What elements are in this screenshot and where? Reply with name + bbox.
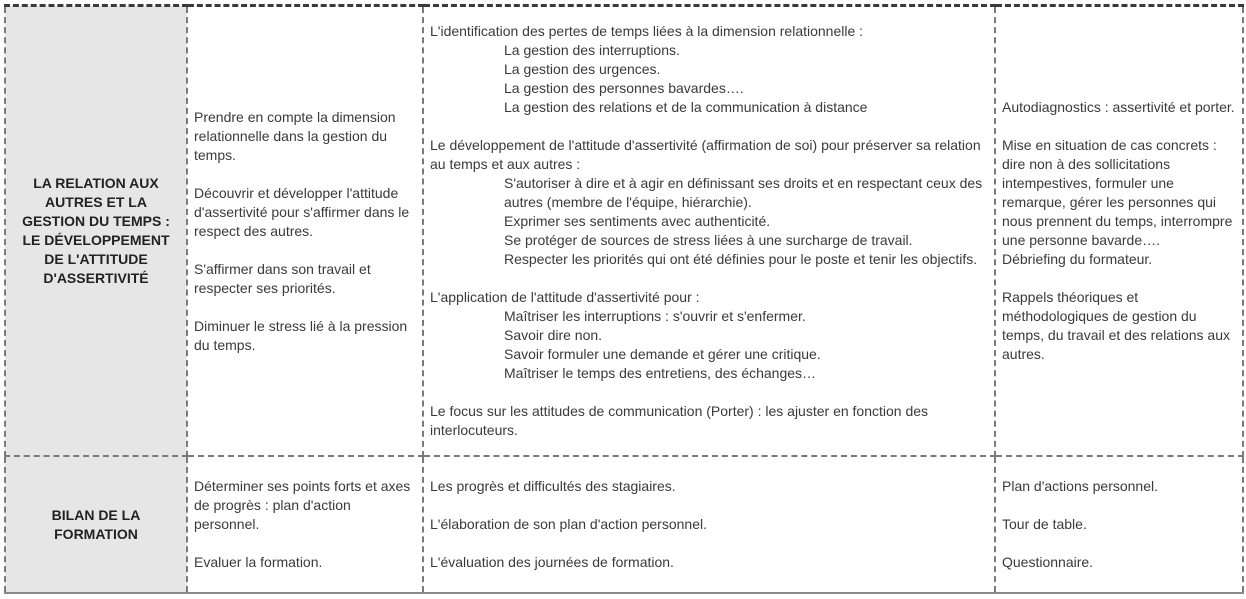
objective-item: Diminuer le stress lié à la pression du temps. <box>194 317 408 353</box>
content-sublist <box>430 307 988 383</box>
content-section <box>430 288 988 383</box>
content-cell <box>423 456 995 593</box>
module-title-cell <box>5 6 187 457</box>
content-sublist <box>430 41 988 117</box>
training-program-table <box>4 4 1244 594</box>
objective-item: Découvrir et développer l'attitude d'assertivité pour s'affirmer dans le respect des autres. <box>194 184 410 239</box>
content-item: L'élaboration de son plan d'action personnel. <box>430 516 707 532</box>
objective-item: Déterminer ses points forts et axes de progrès : plan d'action personnel. <box>194 478 411 532</box>
method-item: Plan d'actions personnel. <box>1002 478 1158 494</box>
content-subitem: S'autoriser à dire et à agir en définissant ses droits et en respectant ceux des autres (membre de l'équipe, hiérarchie). <box>504 175 983 210</box>
table-row <box>5 6 1243 457</box>
method-item: Questionnaire. <box>1002 554 1094 570</box>
method-item: Mise en situation de cas concrets : dire non à des sollicitations intempestives, formuler une remarque, gérer les personnes qui nous prennent du temps, interrompre une personne bavarde…. <box>1002 137 1233 248</box>
objective-item: Evaluer la formation. <box>194 554 323 570</box>
content-section <box>430 22 988 117</box>
content-section <box>430 402 988 440</box>
module-title: BILAN DE LA FORMATION <box>51 506 141 542</box>
content-subitem: Se protéger de sources de stress liées à une surcharge de travail. <box>504 232 913 248</box>
content-subitem: La gestion des relations et de la communication à distance <box>504 99 868 115</box>
content-item: L'évaluation des journées de formation. <box>430 554 674 570</box>
methods-cell <box>995 456 1243 593</box>
content-section-intro: Le développement de l'attitude d'assertivité (affirmation de soi) pour préserver sa relation au temps et aux autres : <box>430 137 981 172</box>
module-title-cell <box>5 456 187 593</box>
module-title: LA RELATION AUX AUTRES ET LA GESTION DU TEMPS : LE DÉVELOPPEMENT DE L'ATTITUDE D'ASSERTIVITÉ <box>22 175 170 286</box>
content-subitem: Savoir formuler une demande et gérer une critique. <box>504 346 821 362</box>
content-sublist <box>430 174 988 269</box>
content-subitem: La gestion des personnes bavardes…. <box>504 80 744 96</box>
method-item: Débriefing du formateur. <box>1002 251 1153 267</box>
method-item: Autodiagnostics : assertivité et porter. <box>1002 99 1235 115</box>
method-item: Rappels théoriques et méthodologiques de gestion du temps, du travail et des relations aux autres. <box>1002 289 1231 362</box>
objective-item: Prendre en compte la dimension relationnelle dans la gestion du temps. <box>194 108 396 163</box>
content-subitem: La gestion des urgences. <box>504 61 661 77</box>
content-section <box>430 136 988 269</box>
objective-item: S'affirmer dans son travail et respecter ses priorités. <box>194 260 371 296</box>
content-subitem: Savoir dire non. <box>504 327 603 343</box>
content-item: Les progrès et difficultés des stagiaires. <box>430 478 676 494</box>
objectives-cell <box>187 6 423 457</box>
content-subitem: Respecter les priorités qui ont été définies pour le poste et tenir les objectifs. <box>504 251 978 267</box>
methods-cell <box>995 6 1243 457</box>
content-section-intro: Le focus sur les attitudes de communication (Porter) : les ajuster en fonction des interlocuteurs. <box>430 403 929 438</box>
content-subitem: Exprimer ses sentiments avec authenticité. <box>504 213 771 229</box>
method-item: Tour de table. <box>1002 516 1087 532</box>
content-cell <box>423 6 995 457</box>
content-section-intro: L'application de l'attitude d'assertivité pour : <box>430 289 700 305</box>
table-row <box>5 456 1243 593</box>
content-subitem: Maîtriser les interruptions : s'ouvrir et s'enfermer. <box>504 308 806 324</box>
content-subitem: La gestion des interruptions. <box>504 42 680 58</box>
objectives-cell <box>187 456 423 593</box>
content-section-intro: L'identification des pertes de temps liées à la dimension relationnelle : <box>430 23 864 39</box>
content-subitem: Maîtriser le temps des entretiens, des échanges… <box>504 365 817 381</box>
